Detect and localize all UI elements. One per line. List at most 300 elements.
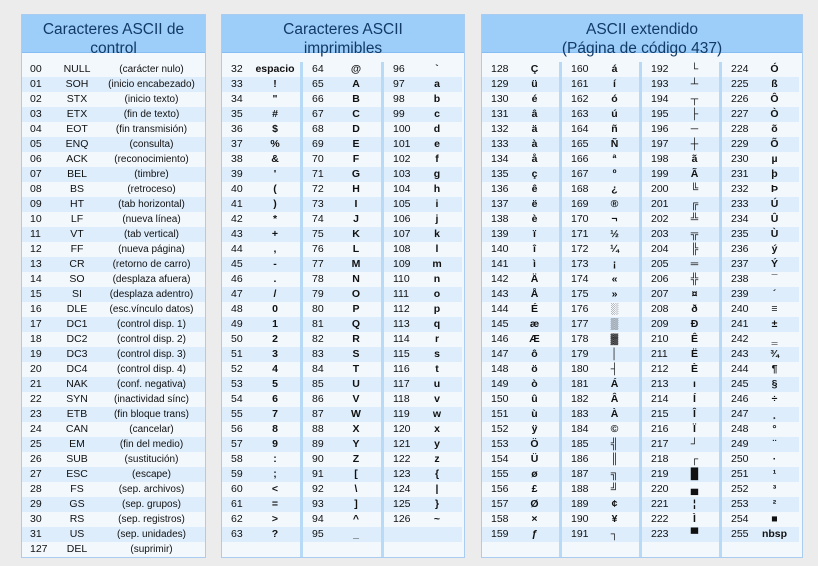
table-row (722, 167, 799, 182)
char-code: 21 (30, 378, 42, 390)
char-abbreviation: SUB (66, 453, 88, 465)
table-row (562, 362, 639, 377)
char-code: 174 (571, 273, 589, 285)
char-code: 149 (491, 378, 509, 390)
char-glyph: ¶ (771, 363, 778, 375)
table-row (722, 152, 799, 167)
char-code: 188 (571, 483, 589, 495)
char-code: 05 (30, 138, 42, 150)
char-code: 165 (571, 138, 589, 150)
char-glyph: ] (354, 498, 358, 510)
char-glyph: ó (611, 93, 618, 105)
char-code: 66 (312, 93, 324, 105)
table-row (384, 212, 462, 227)
table-row (303, 122, 381, 137)
char-code: 244 (731, 363, 749, 375)
char-code: 42 (231, 213, 243, 225)
char-description: (sep. unidades) (117, 529, 186, 540)
table-row (562, 482, 639, 497)
char-glyph: Ë (690, 348, 698, 360)
char-glyph: È (690, 363, 698, 375)
char-code: 202 (651, 213, 669, 225)
char-glyph: Ç (530, 63, 539, 75)
char-code: 246 (731, 393, 749, 405)
char-code: 227 (731, 108, 749, 120)
table-row (722, 497, 799, 512)
char-glyph: ? (271, 528, 279, 540)
char-code: 241 (731, 318, 749, 330)
char-description: (desplaza adentro) (109, 289, 194, 300)
table-row (303, 347, 381, 362)
table-row (22, 407, 205, 422)
char-code: 30 (30, 513, 42, 525)
char-code: 13 (30, 258, 42, 270)
char-code: 57 (231, 438, 243, 450)
char-glyph: ` (435, 63, 439, 75)
table-row (642, 452, 719, 467)
table-row (562, 212, 639, 227)
char-glyph: ƒ (531, 528, 538, 540)
char-glyph: û (531, 393, 538, 405)
char-code: 243 (731, 348, 749, 360)
table-row (384, 527, 462, 542)
char-glyph: ñ (611, 123, 618, 135)
control-panel-header (22, 15, 205, 57)
char-code: 101 (393, 138, 411, 150)
table-row (222, 497, 300, 512)
table-row (722, 287, 799, 302)
char-description: (sep. registros) (118, 514, 185, 525)
char-abbreviation: DC1 (66, 318, 88, 330)
char-glyph: ã (691, 153, 698, 165)
char-code: 143 (491, 288, 509, 300)
char-code: 247 (731, 408, 749, 420)
char-glyph: é (531, 93, 538, 105)
char-code: 105 (393, 198, 411, 210)
char-glyph: █ (690, 468, 699, 480)
char-glyph: É (530, 303, 538, 315)
char-code: 132 (491, 123, 509, 135)
table-row (22, 122, 205, 137)
char-code: 225 (731, 78, 749, 90)
table-row (722, 407, 799, 422)
table-row (384, 152, 462, 167)
char-code: 198 (651, 153, 669, 165)
table-row (482, 407, 559, 422)
table-row (562, 302, 639, 317)
char-code: 123 (393, 468, 411, 480)
char-code: 223 (651, 528, 669, 540)
table-row (642, 497, 719, 512)
char-code: 151 (491, 408, 509, 420)
char-glyph: Ã (690, 168, 699, 180)
table-row (384, 107, 462, 122)
char-abbreviation: SI (72, 288, 82, 300)
char-glyph: ú (611, 108, 618, 120)
char-code: 122 (393, 453, 411, 465)
table-row (303, 152, 381, 167)
table-row (722, 347, 799, 362)
char-glyph: g (433, 168, 441, 180)
table-row (482, 272, 559, 287)
char-glyph: C (352, 108, 360, 120)
char-description: (timbre) (134, 169, 169, 180)
table-row (482, 317, 559, 332)
char-abbreviation: NAK (66, 378, 88, 390)
table-row (722, 77, 799, 92)
table-row (22, 347, 205, 362)
char-glyph: · (772, 453, 777, 465)
char-glyph: d (433, 123, 441, 135)
char-code: 31 (30, 528, 42, 540)
table-row (303, 422, 381, 437)
char-code: 117 (393, 378, 410, 390)
char-code: 18 (30, 333, 42, 345)
char-code: 114 (393, 333, 410, 345)
table-row (722, 107, 799, 122)
char-abbreviation: ACK (66, 153, 88, 165)
char-glyph: Z (352, 453, 360, 465)
char-glyph: ø (531, 468, 538, 480)
char-glyph: o (433, 288, 441, 300)
char-glyph: c (434, 108, 440, 120)
table-row (562, 527, 639, 542)
char-glyph: ╠ (690, 243, 699, 255)
table-row (642, 467, 719, 482)
char-glyph: . (273, 273, 277, 285)
table-row (642, 137, 719, 152)
table-row (482, 362, 559, 377)
table-row (222, 242, 300, 257)
table-row (642, 77, 719, 92)
char-code: 02 (30, 93, 42, 105)
char-code: 152 (491, 423, 509, 435)
char-code: 235 (731, 228, 749, 240)
char-glyph: ; (273, 468, 277, 480)
char-glyph: nbsp (761, 528, 788, 540)
table-row (562, 122, 639, 137)
control-chars-panel (21, 14, 206, 558)
table-row (482, 257, 559, 272)
char-glyph: ° (772, 423, 777, 435)
char-description: (desplaza afuera) (112, 274, 191, 285)
char-code: 48 (231, 303, 243, 315)
char-glyph: 0 (272, 303, 278, 315)
table-row (303, 362, 381, 377)
table-row (303, 182, 381, 197)
char-code: 19 (30, 348, 42, 360)
char-glyph: ï (533, 228, 536, 240)
table-row (222, 272, 300, 287)
char-glyph: ® (610, 198, 619, 210)
char-code: 15 (30, 288, 42, 300)
char-description: (inicio texto) (124, 94, 179, 105)
char-code: 47 (231, 288, 243, 300)
char-glyph: - (273, 258, 277, 270)
char-description: (inactividad sínc) (113, 394, 190, 405)
char-code: 231 (731, 168, 749, 180)
char-code: 11 (30, 228, 41, 240)
char-glyph: Ó (770, 63, 779, 75)
char-code: 70 (312, 153, 324, 165)
table-row (303, 92, 381, 107)
char-glyph: 8 (272, 423, 278, 435)
char-code: 193 (651, 78, 669, 90)
extended-table (482, 62, 802, 555)
char-glyph: ═ (690, 258, 699, 270)
char-code: 155 (491, 468, 509, 480)
char-code: 100 (393, 123, 411, 135)
table-row (482, 287, 559, 302)
char-code: 85 (312, 378, 324, 390)
char-code: 194 (651, 93, 669, 105)
char-code: 03 (30, 108, 42, 120)
char-glyph: ) (273, 198, 277, 210)
char-code: 67 (312, 108, 324, 120)
char-code: 107 (393, 228, 411, 240)
table-row (22, 77, 205, 92)
char-code: 116 (393, 363, 410, 375)
table-row (22, 107, 205, 122)
char-glyph: | (435, 483, 439, 495)
char-glyph: m (432, 258, 442, 270)
table-row (222, 392, 300, 407)
char-glyph: ² (772, 498, 777, 510)
char-code: 120 (393, 423, 411, 435)
char-glyph: ┘ (690, 438, 699, 450)
char-code: 224 (731, 63, 749, 75)
char-glyph: Ò (770, 108, 779, 120)
char-glyph: j (435, 213, 439, 225)
char-code: 62 (231, 513, 243, 525)
table-row (722, 137, 799, 152)
table-row (642, 377, 719, 392)
char-abbreviation: SO (69, 273, 85, 285)
char-glyph: ~ (433, 513, 441, 525)
char-description: (fin bloque trans) (113, 409, 190, 420)
char-code: 121 (393, 438, 411, 450)
char-glyph: F (352, 153, 360, 165)
table-row (722, 512, 799, 527)
char-glyph: × (531, 513, 538, 525)
table-row (562, 377, 639, 392)
char-glyph: i (435, 198, 439, 210)
char-glyph: ¸ (772, 408, 777, 420)
table-row (482, 62, 559, 77)
table-row (642, 197, 719, 212)
char-glyph: ╬ (690, 273, 699, 285)
char-glyph: ( (273, 183, 277, 195)
char-abbreviation: FF (70, 243, 84, 255)
char-code: 25 (30, 438, 42, 450)
char-glyph: Á (610, 378, 619, 390)
table-row (303, 452, 381, 467)
table-row (303, 332, 381, 347)
table-row (482, 497, 559, 512)
table-row (562, 437, 639, 452)
table-row (22, 362, 205, 377)
char-code: 160 (571, 63, 589, 75)
char-code: 141 (491, 258, 509, 270)
char-code: 07 (30, 168, 42, 180)
table-row (22, 542, 205, 557)
table-row (222, 317, 300, 332)
char-glyph: / (273, 288, 277, 300)
char-glyph: D (352, 123, 360, 135)
table-row (222, 332, 300, 347)
table-row (722, 332, 799, 347)
char-code: 205 (651, 258, 669, 270)
char-code: 136 (491, 183, 509, 195)
char-code: 133 (491, 138, 509, 150)
char-glyph: v (434, 393, 440, 405)
char-glyph: ë (531, 198, 538, 210)
char-description: (consulta) (129, 139, 174, 150)
char-glyph: ≡ (771, 303, 778, 315)
char-glyph: W (351, 408, 361, 420)
char-glyph: [ (354, 468, 358, 480)
printable-panel-title-line2: imprimibles (303, 40, 383, 57)
char-code: 206 (651, 273, 669, 285)
char-code: 10 (30, 213, 42, 225)
table-row (22, 527, 205, 542)
char-glyph: ─ (690, 123, 699, 135)
table-row (482, 212, 559, 227)
char-glyph: ^ (352, 513, 360, 525)
table-row (22, 197, 205, 212)
table-row (722, 392, 799, 407)
table-row (562, 257, 639, 272)
char-code: 215 (651, 408, 669, 420)
char-code: 159 (491, 528, 509, 540)
table-row (222, 407, 300, 422)
table-row (22, 377, 205, 392)
table-row (384, 197, 462, 212)
char-glyph: < (271, 483, 279, 495)
char-glyph: 2 (272, 333, 278, 345)
table-row (303, 317, 381, 332)
table-row (562, 152, 639, 167)
char-code: 219 (651, 468, 669, 480)
table-row (722, 422, 799, 437)
table-row (384, 452, 462, 467)
printable-chars-panel (221, 14, 465, 558)
char-code: 44 (231, 243, 243, 255)
char-glyph: ¹ (772, 468, 777, 480)
char-glyph: ò (531, 378, 538, 390)
char-glyph: ý (771, 243, 778, 255)
table-row (222, 287, 300, 302)
table-row (303, 107, 381, 122)
char-code: 233 (731, 198, 749, 210)
char-glyph: > (271, 513, 279, 525)
char-code: 221 (651, 498, 669, 510)
table-row (22, 332, 205, 347)
char-description: (fin de texto) (123, 109, 180, 120)
char-code: 111 (393, 288, 409, 300)
char-code: 135 (491, 168, 509, 180)
table-row (384, 497, 462, 512)
char-code: 109 (393, 258, 411, 270)
table-row (562, 242, 639, 257)
extended-column (482, 62, 559, 542)
table-row (22, 272, 205, 287)
char-glyph: ▄ (690, 483, 699, 495)
table-row (642, 332, 719, 347)
table-row (722, 62, 799, 77)
char-code: 106 (393, 213, 411, 225)
table-row (384, 467, 462, 482)
char-code: 172 (571, 243, 589, 255)
table-row (642, 287, 719, 302)
char-code: 238 (731, 273, 749, 285)
char-code: 216 (651, 423, 669, 435)
char-glyph: ‗ (771, 333, 778, 345)
char-glyph: │ (611, 348, 618, 360)
char-glyph: ÿ (531, 423, 538, 435)
table-row (482, 422, 559, 437)
char-glyph: └ (690, 63, 699, 75)
table-row (303, 377, 381, 392)
char-code: 148 (491, 363, 509, 375)
char-code: 134 (491, 153, 509, 165)
char-glyph: ¥ (611, 513, 618, 525)
char-glyph: Å (530, 288, 539, 300)
char-code: 28 (30, 483, 42, 495)
char-code: 17 (30, 318, 42, 330)
char-glyph: Ô (770, 93, 779, 105)
char-code: 173 (571, 258, 589, 270)
char-code: 190 (571, 513, 589, 525)
char-glyph: & (271, 153, 279, 165)
table-row (222, 422, 300, 437)
char-glyph: ├ (690, 108, 699, 120)
table-row (384, 482, 462, 497)
char-glyph: 6 (272, 393, 278, 405)
char-code: 242 (731, 333, 749, 345)
table-row (22, 317, 205, 332)
char-glyph: ▓ (610, 333, 619, 345)
char-code: 43 (231, 228, 243, 240)
char-code: 239 (731, 288, 749, 300)
char-glyph: ç (531, 168, 538, 180)
char-glyph: Y (352, 438, 360, 450)
char-code: 176 (571, 303, 589, 315)
table-row (722, 242, 799, 257)
char-glyph: â (531, 108, 538, 120)
char-glyph: z (434, 453, 440, 465)
char-code: 248 (731, 423, 749, 435)
char-code: 229 (731, 138, 749, 150)
char-glyph: ░ (610, 303, 619, 315)
char-glyph: ╦ (690, 228, 699, 240)
char-abbreviation: ETB (66, 408, 88, 420)
char-glyph: ¢ (611, 498, 618, 510)
table-row (722, 362, 799, 377)
char-glyph: Í (693, 393, 696, 405)
char-glyph: w (432, 408, 442, 420)
char-glyph: Ä (530, 273, 539, 285)
char-code: 37 (231, 138, 243, 150)
table-row (384, 122, 462, 137)
char-glyph: ¡ (612, 258, 617, 270)
char-code: 169 (571, 198, 589, 210)
char-glyph: ¨ (772, 438, 777, 450)
char-code: 228 (731, 123, 749, 135)
table-row (222, 137, 300, 152)
char-code: 35 (231, 108, 243, 120)
char-code: 64 (312, 63, 324, 75)
